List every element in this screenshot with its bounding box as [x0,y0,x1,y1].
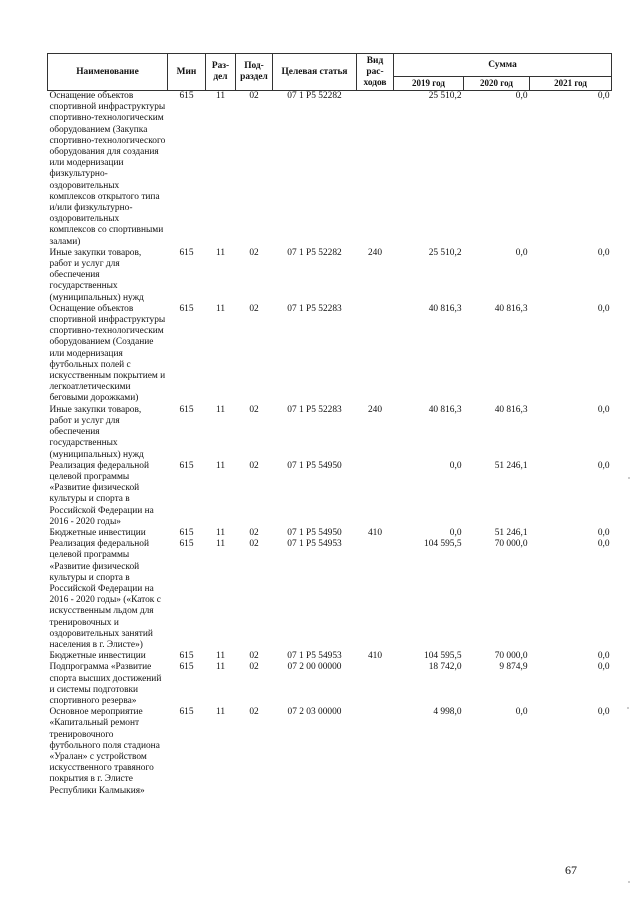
cell-sum-2021: 0,0 [597,404,610,415]
cell-podrazdel: 02 [249,247,259,258]
table-row [48,461,612,528]
cell-name: Иные закупки товаров, работ и услуг для обеспечения государственных (муниципальных) нужд [49,404,144,460]
header-sum: Сумма [394,54,612,77]
cell-podrazdel: 02 [249,527,259,538]
cell-target-article: 07 1 P5 54950 [287,460,342,471]
header-podrazdel: Под-раздел [236,54,273,91]
cell-sum-2019: 40 816,3 [428,303,462,314]
cell-expense-type [357,91,394,248]
cell-target-article: 07 2 03 00000 [287,707,342,718]
cell-min: 615 [179,662,194,673]
cell-name: Оснащение объектов спортивной инфраструктуры спортивно-технологическим оборудованием (Закупка спортивно-технологического оборудования для создания или модернизации физкультурно-оздоровительных комплексов открытого типа и/или физкультурно-оздоровительных комплексов со спортивными залами) [49,91,166,247]
cell-razdel: 11 [215,247,226,258]
scan-speck [628,881,630,883]
cell-sum-2020: 40 816,3 [494,404,528,415]
cell-podrazdel: 02 [249,303,259,314]
cell-target-article: 07 1 P5 52283 [287,404,342,415]
cell-sum-2020: 0,0 [515,247,528,258]
cell-expense-type [357,304,394,405]
cell-min: 615 [179,651,194,662]
cell-sum-2021: 0,0 [597,662,610,673]
cell-sum-2021: 0,0 [597,247,610,258]
cell-razdel: 11 [215,662,226,673]
cell-sum-2021: 0,0 [597,91,610,101]
page-number: 67 [565,863,577,877]
cell-razdel: 11 [215,303,226,314]
cell-name: Иные закупки товаров, работ и услуг для обеспечения государственных (муниципальных) нужд [49,247,144,303]
cell-sum-2021: 0,0 [597,460,610,471]
cell-target-article: 07 1 P5 54953 [287,539,342,550]
cell-sum-2021: 0,0 [597,303,610,314]
cell-sum-2021: 0,0 [597,527,610,538]
scan-speck [628,477,630,479]
cell-podrazdel: 02 [249,404,259,415]
cell-sum-2019: 4 998,0 [433,707,462,718]
cell-razdel: 11 [215,527,226,538]
header-name: Наименование [48,54,168,91]
cell-name: Бюджетные инвестиции [49,527,146,538]
cell-podrazdel: 02 [249,460,259,471]
cell-razdel: 11 [215,707,226,718]
cell-sum-2020: 0,0 [515,91,528,101]
cell-sum-2020: 40 816,3 [494,303,528,314]
table-row [48,248,612,304]
cell-min: 615 [179,460,194,471]
cell-target-article: 07 1 P5 52282 [287,91,342,101]
cell-sum-2019: 40 816,3 [428,404,462,415]
cell-min: 615 [179,91,194,101]
cell-target-article: 07 1 P5 54953 [287,651,342,662]
cell-sum-2020: 0,0 [515,707,528,718]
cell-sum-2019: 0,0 [449,460,462,471]
cell-name: Реализация федеральной целевой программы «Развитие физической культуры и спорта в Российской Федерации на 2016 - 2020 годы» («Каток с искусственным льдом для тренировочных и оздоровительных занятий населения в г. Элисте») [49,539,161,650]
cell-min: 615 [179,247,194,258]
cell-podrazdel: 02 [249,662,259,673]
header-year-2021: 2021 год [530,77,612,91]
header-min: Мин [168,54,206,91]
cell-razdel: 11 [215,651,226,662]
cell-sum-2020: 51 246,1 [494,460,528,471]
cell-sum-2019: 25 510,2 [428,91,462,101]
cell-sum-2020: 70 000,0 [494,539,528,550]
header-razdel: Раз-дел [206,54,236,91]
cell-name: Подпрограмма «Развитие спорта высших достижений и системы подготовки спортивного резерва» [49,662,162,706]
cell-sum-2020: 70 000,0 [494,651,528,662]
table-row [48,304,612,405]
cell-min: 615 [179,404,194,415]
scan-speck [627,707,629,709]
cell-expense-type: 410 [367,651,383,662]
cell-sum-2020: 51 246,1 [494,527,528,538]
header-year-2020: 2020 год [464,77,530,91]
cell-podrazdel: 02 [249,539,259,550]
cell-expense-type: 240 [367,247,383,258]
cell-sum-2021: 0,0 [597,707,610,718]
table-row [48,539,612,651]
cell-expense-type [357,707,394,797]
cell-sum-2019: 0,0 [449,527,462,538]
table-row [48,662,612,707]
cell-razdel: 11 [215,404,226,415]
cell-min: 615 [179,539,194,550]
cell-name: Реализация федеральной целевой программы «Развитие физической культуры и спорта в Российской Федерации на 2016 - 2020 годы» [49,460,154,527]
cell-target-article: 07 2 00 00000 [287,662,342,673]
cell-sum-2021: 0,0 [597,539,610,550]
cell-min: 615 [179,303,194,314]
cell-podrazdel: 02 [249,707,259,718]
table-row [48,528,612,539]
cell-sum-2019: 104 595,5 [424,651,462,662]
cell-sum-2019: 25 510,2 [428,247,462,258]
table-row [48,707,612,797]
cell-sum-2021: 0,0 [597,651,610,662]
cell-razdel: 11 [215,539,226,550]
header-year-2019: 2019 год [394,77,464,91]
cell-name: Оснащение объектов спортивной инфраструктуры спортивно-технологическим оборудованием (Создание или модернизация футбольных полей с искусственным покрытием и легкоатлетическими беговыми дорожками) [49,303,166,404]
cell-target-article: 07 1 P5 52283 [287,303,342,314]
header-target-article: Целевая статья [273,54,357,91]
cell-name: Основное мероприятие «Капитальный ремонт тренировочного футбольного поля стадиона «Уралан» с устройством искусственного травяного покрытия в г. Элисте Республики Калмыкия» [49,707,160,796]
cell-razdel: 11 [215,460,226,471]
cell-sum-2019: 18 742,0 [428,662,462,673]
cell-min: 615 [179,527,194,538]
cell-sum-2020: 9 874,9 [499,662,528,673]
cell-podrazdel: 02 [249,91,259,101]
cell-name: Бюджетные инвестиции [49,651,146,662]
cell-min: 615 [179,707,194,718]
header-expense-type: Вид рас-ходов [357,54,394,91]
budget-table [47,53,612,797]
cell-expense-type: 240 [367,404,383,415]
cell-target-article: 07 1 P5 54950 [287,527,342,538]
cell-expense-type [357,539,394,651]
table-row [48,91,612,248]
cell-razdel: 11 [215,91,226,101]
cell-expense-type [357,662,394,707]
cell-podrazdel: 02 [249,651,259,662]
cell-expense-type: 410 [367,527,383,538]
table-row [48,651,612,662]
cell-expense-type [357,461,394,528]
table-row [48,405,612,461]
cell-target-article: 07 1 P5 52282 [287,247,342,258]
cell-sum-2019: 104 595,5 [424,539,462,550]
